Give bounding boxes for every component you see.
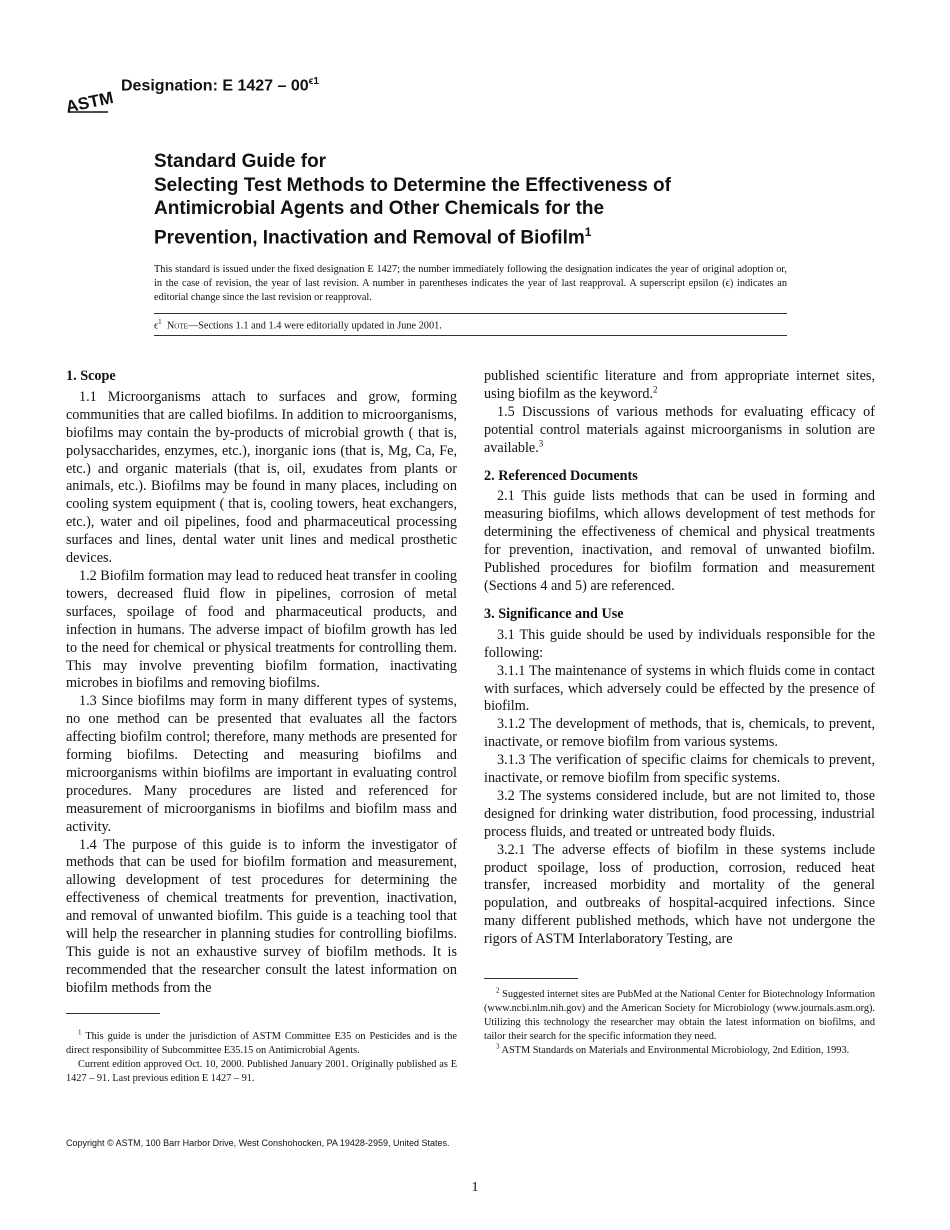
footnote-ref-3: 3	[538, 437, 544, 448]
footnote-1-edition: Current edition approved Oct. 10, 2000. Published January 2001. Originally published as E 1427 – 91. Last previous edition E 1427 – 91.	[66, 1059, 457, 1084]
issue-note: This standard is issued under the fixed designation E 1427; the number immediately following the designation indicates the year of original adoption or, in the case of revision, the year of last revision. A number in parentheses indicates the year of last reapproval. A superscript epsilon (ϵ) indicates an editorial change since the last revision or reapproval.	[154, 264, 787, 303]
section-heading-significance: 3. Significance and Use	[484, 605, 624, 622]
footnote-ref-2: 2	[653, 384, 658, 395]
footnote-1: $^1$ This guide is under the jurisdiction of ASTM Committee E35 on Pesticides and is the direct responsibility of Subcommittee E35.15 on Antimicrobial Agents.	[66, 1028, 457, 1056]
divider-top	[154, 313, 787, 314]
paragraph-3-2: 3.2 The systems considered include, but are not limited to, those designed for drinking water distribution, food processing, industrial process fluids, and treated or untreated body fluids.	[484, 787, 875, 840]
divider-bottom	[154, 335, 787, 336]
title-line-2: Selecting Test Methods to Determine the Effectiveness of	[154, 174, 671, 196]
title-line-3: Antimicrobial Agents and Other Chemicals for the	[154, 198, 605, 219]
footnotes-left	[66, 1030, 457, 1086]
designation-sup: ϵ1	[308, 76, 319, 87]
epsilon-symbol: ϵ	[154, 320, 159, 332]
footnote-divider-left	[66, 1013, 160, 1014]
astm-logo-text: ASTM	[64, 88, 116, 117]
astm-logo	[64, 74, 116, 117]
right-column	[484, 368, 875, 949]
title-footnote-ref: 1	[584, 224, 592, 239]
copyright-notice: Copyright © ASTM, 100 Barr Harbor Drive, West Conshohocken, PA 19428-2959, United States.	[66, 1138, 450, 1148]
title-line-1: Standard Guide for	[154, 151, 327, 172]
footnote-3: $^3$ ASTM Standards on Materials and Environmental Microbiology, 2nd Edition, 1993.	[496, 1042, 850, 1056]
editorial-note: $\epsilon^1$ Note—Sections 1.1 and 1.4 were editorially updated in June 2001.	[154, 318, 442, 332]
page-number: 1	[471, 1180, 479, 1195]
section-heading-scope: 1. Scope	[66, 368, 116, 384]
footnote-2: $^2$ Suggested internet sites are PubMed at the National Center for Biotechnology Information (www.ncbi.nlm.nih.gov) and the American Society for Microbiology (www.journals.asm.org). Utilizing this technology the researcher may obtain the latest information on biofilms, and tailor their search for the specific information they need.	[484, 986, 875, 1042]
paragraph-1-2: 1.2 Biofilm formation may lead to reduced heat transfer in cooling towers, decreased fluid flow in pipelines, corrosion of metal surfaces, spoilage of food and pharmaceutical products, and infection in humans. The adverse impact of biofilm growth has led to the need for chemical or physical treatments for controlling them. This may involve preventing biofilm formation, inactivating microbes in biofilms and removing biofilms.	[66, 567, 457, 692]
paragraph-3-1: 3.1 This guide should be used by individuals responsible for the following:	[484, 626, 875, 661]
footnotes-right	[484, 988, 875, 1058]
designation	[121, 76, 319, 95]
left-column	[66, 368, 457, 998]
paragraph-3-1-3: 3.1.3 The verification of specific claims for chemicals to prevent, inactivate, or remove biofilm from specific systems.	[484, 752, 875, 787]
paragraph-1-4-continued: published scientific literature and from appropriate internet sites, using biofilm as the keyword.$^2$	[484, 368, 875, 402]
paragraph-2-1: 2.1 This guide lists methods that can be used in forming and measuring biofilms, which allows development of test methods for determining the effectiveness of chemical and physical treatments for prevention, inactivation, and removal of unwanted biofilm. Published procedures for biofilm formation and measurement (Sections 4 and 5) are referenced.	[484, 488, 875, 594]
editorial-note-text: —Sections 1.1 and 1.4 were editorially updated in June 2001.	[187, 320, 442, 332]
paragraph-1-4: 1.4 The purpose of this guide is to inform the investigator of methods that can be used for biofilm formation and measurement, allowing development of test procedures for determining the effectiveness of chemical treatments for prevention, inactivation, and removal of unwanted biofilm. This guide is a teaching tool that will help the researcher in planning studies for controlling biofilms. This guide is not an exhaustive survey of biofilm methods. It is recommended that the researcher consult the latest information on biofilm methods from the	[66, 836, 457, 996]
designation-text: Designation: E 1427 – 00	[121, 77, 309, 95]
paragraph-3-2-1: 3.2.1 The adverse effects of biofilm in these systems include product spoilage, loss of production, corrosion, reduced heat transfer, increased morbidity and mortality of the general population, and outbreaks of hospital-acquired infections. Since many different published methods, which have not undergone the rigors of ASTM Interlaboratory Testing, are	[484, 841, 875, 948]
note-label: Note	[166, 320, 188, 332]
paragraph-1-3: 1.3 Since biofilms may form in many different types of systems, no one method can be presented that evaluates all the factors affecting biofilm control; therefore, many methods are presented for forming biofilms. Detecting and measuring biofilms and microorganisms within biofilms are important in evaluating control procedures. Many procedures are listed and referenced for measurement of microorganisms in biofilms and biofilm mass and activity.	[66, 693, 457, 835]
title-line-4: Prevention, Inactivation and Removal of Biofilm$^1$	[154, 224, 592, 248]
section-heading-referenced-documents: 2. Referenced Documents	[484, 467, 638, 484]
footnote-divider-right	[484, 978, 578, 979]
paragraph-3-1-2: 3.1.2 The development of methods, that is, chemicals, to prevent, inactivate, or remove biofilm from various systems.	[484, 716, 875, 751]
paragraph-1-5: 1.5 Discussions of various methods for evaluating efficacy of potential control materials against microorganisms in solution are available.$^3$	[484, 403, 875, 456]
paragraph-3-1-1: 3.1.1 The maintenance of systems in which fluids come in contact with surfaces, which adversely could be effected by the presence of biofilm.	[484, 662, 875, 715]
document-title	[154, 150, 834, 249]
paragraph-1-1: 1.1 Microorganisms attach to surfaces and grow, forming communities that are called biofilms. In addition to microorganisms, biofilms may contain the by-products of microbial growth ( that is, polysaccharides, enzymes, etc.), inorganic ions (that is, Mg, Ca, Fe, etc.) and organic materials (that is, oil, exudates from plants or animals, etc.). Biofilms may be found in many places, including on cooling system equipment ( that is, cooling towers, heat exchangers, etc.), water and oil pipelines, food and pharmaceutical processing surfaces and lines, dental water unit lines and medical prosthetic devices.	[66, 388, 457, 567]
